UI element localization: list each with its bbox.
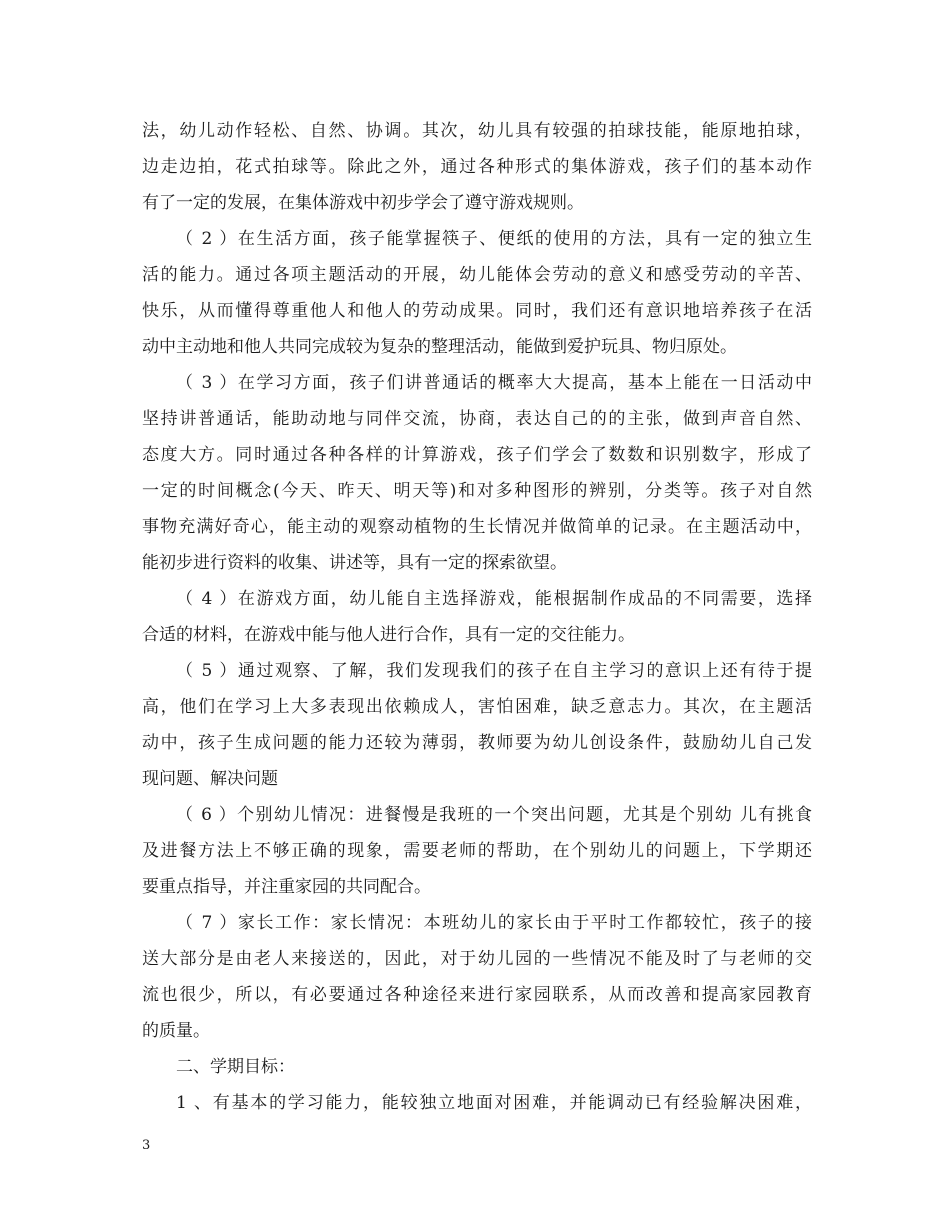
page-number: 3 [142, 1138, 151, 1153]
text-line: 态度大方。同时通过各种各样的计算游戏，孩子们学会了数数和识别数字，形成了 [142, 445, 812, 465]
text-line: 一定的时间概念(今天、昨天、明天等)和对多种图形的辨别，分类等。孩子对自然 [142, 481, 812, 501]
body-text [142, 113, 812, 1121]
text-line: 法，幼儿动作轻松、自然、协调。其次，幼儿具有较强的拍球技能，能原地拍球， [142, 121, 812, 141]
text-line: 要重点指导，并注重家园的共同配合。 [142, 877, 431, 897]
text-line: 坚持讲普通话，能助动地与同伴交流，协商，表达自己的的主张，做到声音自然、 [142, 409, 812, 429]
paragraph-5-start: （ 5 ）通过观察、了解，我们发现我们的孩子在自主学习的意识上还有待于提 [176, 661, 812, 681]
text-line: 送大部分是由老人来接送的，因此，对于幼儿园的一些情况不能及时了与老师的交 [142, 949, 812, 969]
text-line: 动中主动地和他人共同完成较为复杂的整理活动，能做到爱护玩具、物归原处。 [142, 337, 737, 357]
paragraph-7-start: （ 7 ）家长工作：家长情况：本班幼儿的家长由于平时工作都较忙，孩子的接 [176, 913, 812, 933]
text-line: 动中，孩子生成问题的能力还较为薄弱，教师要为幼儿创设条件，鼓励幼儿自己发 [142, 733, 812, 753]
text-line: 事物充满好奇心，能主动的观察动植物的生长情况并做简单的记录。在主题活动中， [142, 517, 812, 537]
section-heading: 二、学期目标： [176, 1057, 295, 1077]
text-line: 合适的材料，在游戏中能与他人进行合作，具有一定的交往能力。 [142, 625, 635, 645]
paragraph-3-start: （ 3 ）在学习方面，孩子们讲普通话的概率大大提高，基本上能在一日活动中 [176, 373, 812, 393]
paragraph-4-start: （ 4 ）在游戏方面，幼儿能自主选择游戏，能根据制作成品的不同需要，选择 [176, 589, 812, 609]
text-line: 边走边拍，花式拍球等。除此之外，通过各种形式的集体游戏，孩子们的基本动作 [142, 157, 812, 177]
text-line: 能初步进行资料的收集、讲述等，具有一定的探索欲望。 [142, 553, 567, 573]
text-line: 现问题、解决问题 [142, 769, 278, 789]
paragraph-2-start: （ 2 ）在生活方面，孩子能掌握筷子、便纸的使用的方法，具有一定的独立生 [176, 229, 812, 249]
text-line: 有了一定的发展，在集体游戏中初步学会了遵守游戏规则。 [142, 193, 584, 213]
text-line: 高，他们在学习上大多表现出依赖成人，害怕困难，缺乏意志力。其次，在主题活 [142, 697, 812, 717]
text-line: 活的能力。通过各项主题活动的开展，幼儿能体会劳动的意义和感受劳动的辛苦、 [142, 265, 812, 285]
text-line: 流也很少，所以，有必要通过各种途径来进行家园联系，从而改善和提高家园教育 [142, 985, 812, 1005]
goal-item-1: 1 、有基本的学习能力，能较独立地面对困难，并能调动已有经验解决困难， [176, 1093, 812, 1113]
text-line: 快乐，从而懂得尊重他人和他人的劳动成果。同时，我们还有意识地培养孩子在活 [142, 301, 812, 321]
text-line: 及进餐方法上不够正确的现象，需要老师的帮助，在个别幼儿的问题上，下学期还 [142, 841, 812, 861]
paragraph-6-start: （ 6 ）个别幼儿情况：进餐慢是我班的一个突出问题，尤其是个别幼 儿有挑食 [176, 805, 812, 825]
text-line: 的质量。 [142, 1021, 210, 1041]
